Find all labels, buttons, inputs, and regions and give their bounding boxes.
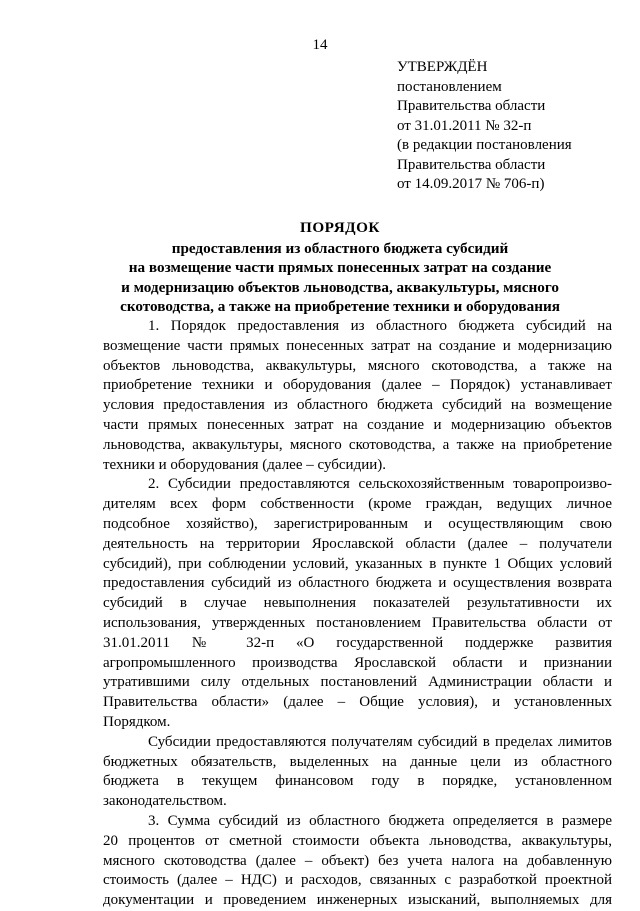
- body-line: субсидий в случае невыполнения показателей результативности их: [103, 595, 612, 612]
- approval-line: Правительства области: [397, 98, 546, 114]
- body-line: мясного скотоводства (далее – объект) без учета налога на добавленную: [103, 852, 612, 869]
- page-number: 14: [312, 37, 328, 53]
- approval-line: от 14.09.2017 № 706-п): [397, 176, 545, 192]
- body-line: документации и проведением инженерных изысканий, выполняемых для: [103, 892, 612, 909]
- body-line: возмещение части прямых понесенных затрат на создание и модернизацию: [103, 337, 612, 354]
- title-subtitle-line: предоставления из областного бюджета субсидий: [171, 239, 509, 257]
- body-line: 31.01.2011 № 32-п «О государственной поддержке развития: [103, 634, 612, 651]
- document-body: [103, 317, 612, 911]
- body-line: использования, утвержденных постановлением Правительства области от: [103, 614, 612, 631]
- title-heading: ПОРЯДОК: [300, 219, 380, 236]
- body-line: агропромышленного производства Ярославской области и признании: [103, 654, 612, 671]
- body-line: дителям всех форм собственности (кроме граждан, ведущих личное: [103, 496, 612, 513]
- approval-line: УТВЕРЖДЁН: [397, 59, 488, 75]
- approval-line: от 31.01.2011 № 32-п: [397, 117, 532, 134]
- title-subtitle-line: на возмещение части прямых понесенных затрат на создание: [128, 259, 552, 276]
- body-line: объектов льноводства, аквакультуры, мясного скотоводства, а также на: [103, 357, 612, 374]
- body-line: 1. Порядок предоставления из областного бюджета субсидий на: [148, 318, 612, 334]
- approval-line: (в редакции постановления: [397, 137, 572, 153]
- body-line: стоимость (далее – НДС) и расходов, связанных с разработкой проектной: [103, 872, 612, 889]
- body-line: 20 процентов от сметной стоимости объекта льноводства, аквакультуры,: [103, 832, 612, 849]
- body-line: части прямых понесенных затрат на создание и модернизацию объектов: [103, 416, 612, 433]
- body-line: бюджета в текущем финансовом году в порядке, установленном: [103, 773, 612, 790]
- body-line: субсидий), при соблюдении условий, указанных в пункте 1 Общих условий: [103, 555, 612, 572]
- title-subtitle-line: и модернизацию объектов льноводства, аквакультуры, мясного: [121, 278, 559, 296]
- body-line: 2. Субсидии предоставляются сельскохозяйственным товаропроизво-: [148, 476, 612, 493]
- title-subtitle-line: скотоводства, а также на приобретение техники и оборудования: [120, 298, 560, 315]
- body-line: 3. Сумма субсидий из областного бюджета определяется в размере: [148, 812, 612, 829]
- body-line: условия предоставления из областного бюджета субсидий на возмещение: [103, 397, 612, 414]
- body-line: утратившими силу отдельных постановлений Администрации области и: [103, 674, 612, 691]
- approval-line: постановлением: [397, 78, 502, 95]
- body-line: Субсидии предоставляются получателям субсидий в пределах лимитов: [148, 733, 612, 750]
- body-line: Правительства области» (далее – Общие условия), и установленных: [103, 694, 612, 711]
- approval-line: Правительства области: [397, 156, 546, 173]
- body-line: подсобное хозяйство), зарегистрированным и осуществляющим свою: [103, 515, 612, 532]
- body-line: техники и оборудования (далее – субсидии).: [103, 456, 387, 473]
- approval-stamp: [397, 58, 627, 195]
- body-line: приобретение техники и оборудования (далее – Порядок) устанавливает: [103, 377, 612, 394]
- body-line: бюджетных обязательств, выделенных на данные цели из областного: [103, 753, 612, 770]
- document-title: [60, 218, 620, 317]
- body-line: деятельность на территории Ярославской области (далее – получатели: [103, 535, 612, 552]
- body-line: законодательством.: [103, 793, 227, 810]
- body-line: льноводства, аквакультуры, мясного скотоводства, а также на приобретение: [103, 436, 612, 453]
- body-line: Порядком.: [103, 713, 171, 730]
- body-line: предоставления субсидий из областного бюджета и осуществления возврата: [103, 575, 612, 592]
